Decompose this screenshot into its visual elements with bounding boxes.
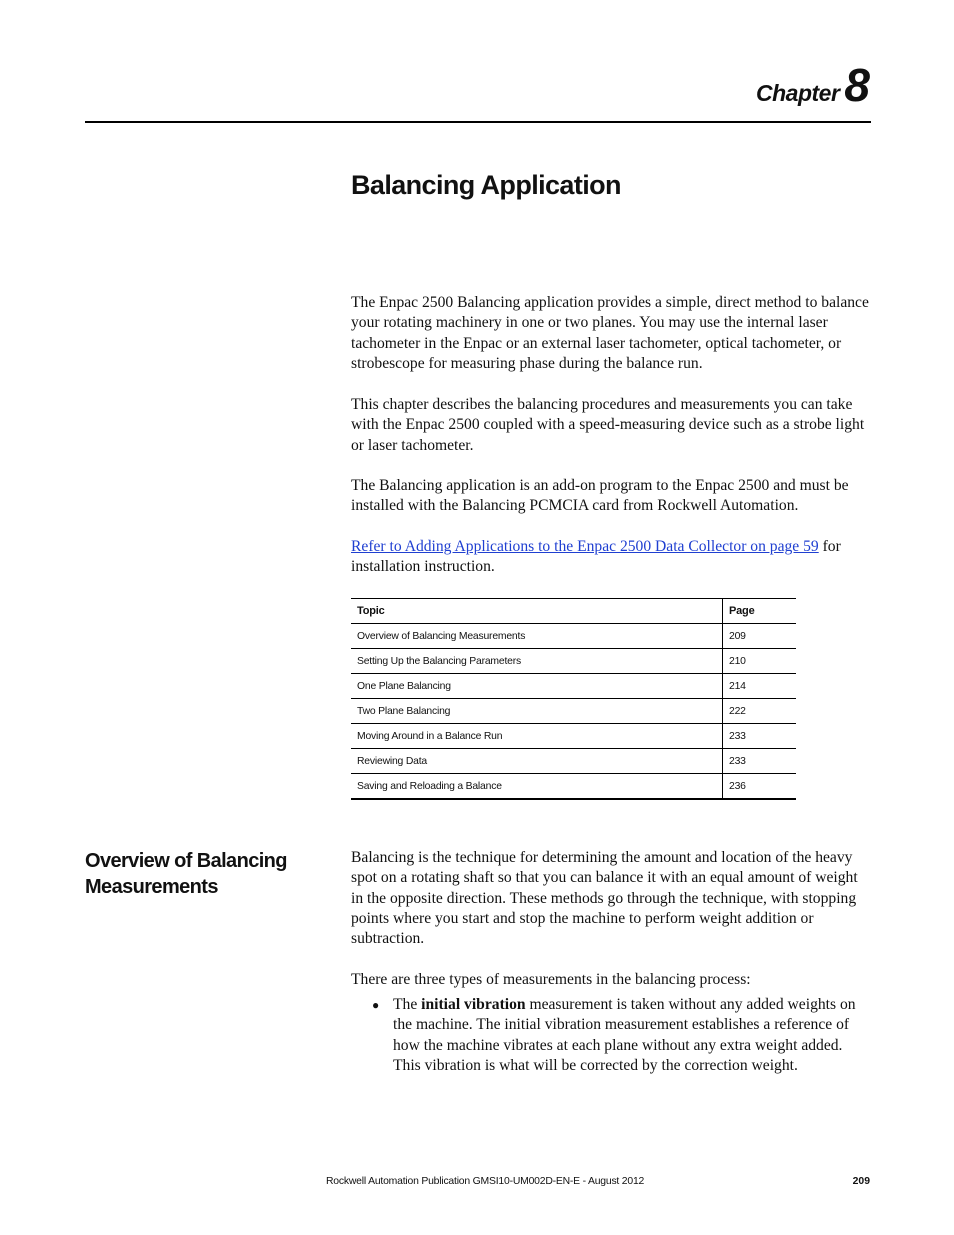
section-heading: Overview of Balancing Measurements xyxy=(85,850,287,898)
table-row xyxy=(351,674,796,699)
topic-header: Topic xyxy=(351,599,723,624)
overview-paragraph-2: There are three types of measurements in the balancing process: xyxy=(351,971,751,988)
topic-cell: Moving Around in a Balance Run xyxy=(351,724,723,749)
intro-paragraph-4 xyxy=(351,537,871,578)
bullet-icon: ● xyxy=(372,998,380,1012)
page-header: Page xyxy=(723,599,797,624)
topic-cell: Overview of Balancing Measurements xyxy=(351,624,723,649)
page-cell: 236 xyxy=(723,774,797,800)
measurement-list xyxy=(372,995,870,1076)
page-cell: 209 xyxy=(723,624,797,649)
table-row xyxy=(351,724,796,749)
publication-info: Rockwell Automation Publication GMSI10-UM002D-EN-E - August 2012 xyxy=(326,1176,645,1187)
table-row xyxy=(351,749,796,774)
list-item-text: The initial vibration measurement is taken without any added weights on the machine. The initial vibration measurement establishes a reference of how the machine vibrates at each plane without any extra weight added. This vibration is what will be corrected by the correction weight. xyxy=(393,996,856,1074)
page-cell: 233 xyxy=(723,749,797,774)
chapter-label xyxy=(756,59,870,111)
list-item xyxy=(372,995,870,1076)
table-row xyxy=(351,649,796,674)
topic-table xyxy=(351,598,796,800)
topic-cell: Reviewing Data xyxy=(351,749,723,774)
table-row xyxy=(351,624,796,649)
bold-term: initial vibration xyxy=(421,996,526,1013)
page-cell: 222 xyxy=(723,699,797,724)
intro-paragraph-3: The Balancing application is an add-on program to the Enpac 2500 and must be installed with the Balancing PCMCIA card from Rockwell Automation. xyxy=(351,477,849,515)
chapter-rule xyxy=(85,121,871,123)
page-number: 209 xyxy=(852,1176,870,1187)
topic-cell: Two Plane Balancing xyxy=(351,699,723,724)
intro-paragraph-2: This chapter describes the balancing procedures and measurements you can take with the Enpac 2500 coupled with a speed-measuring device such as a strobe light or laser tachometer. xyxy=(351,396,865,454)
intro-paragraph-1: The Enpac 2500 Balancing application provides a simple, direct method to balance your rotating machinery in one or two planes. You may use the internal laser tachometer in the Enpac or an external laser tachometer, optical tachometer, or strobescope for measuring phase during the balance run. xyxy=(351,294,869,372)
topic-table-header xyxy=(351,599,796,624)
topic-cell: Saving and Reloading a Balance xyxy=(351,774,723,800)
page-cell: 233 xyxy=(723,724,797,749)
page-cell: 214 xyxy=(723,674,797,699)
page-cell: 210 xyxy=(723,649,797,674)
chapter-word: Chapter xyxy=(756,80,840,106)
overview-paragraph-1: Balancing is the technique for determining the amount and location of the heavy spot on a rotating shaft so that you can balance it with an equal amount of weight in the opposite direction. These methods go through the technique, with stopping points where you start and stop the machine to perform weight addition or subtraction. xyxy=(351,849,858,948)
page-title: Balancing Application xyxy=(351,170,621,200)
link-trailing-text: for installation instruction. xyxy=(351,538,841,576)
topic-cell: One Plane Balancing xyxy=(351,674,723,699)
topic-cell: Setting Up the Balancing Parameters xyxy=(351,649,723,674)
table-row xyxy=(351,774,796,800)
chapter-number: 8 xyxy=(844,59,870,111)
cross-reference-link[interactable]: Refer to Adding Applications to the Enpac 2500 Data Collector on page 59 xyxy=(351,538,819,555)
table-row xyxy=(351,699,796,724)
